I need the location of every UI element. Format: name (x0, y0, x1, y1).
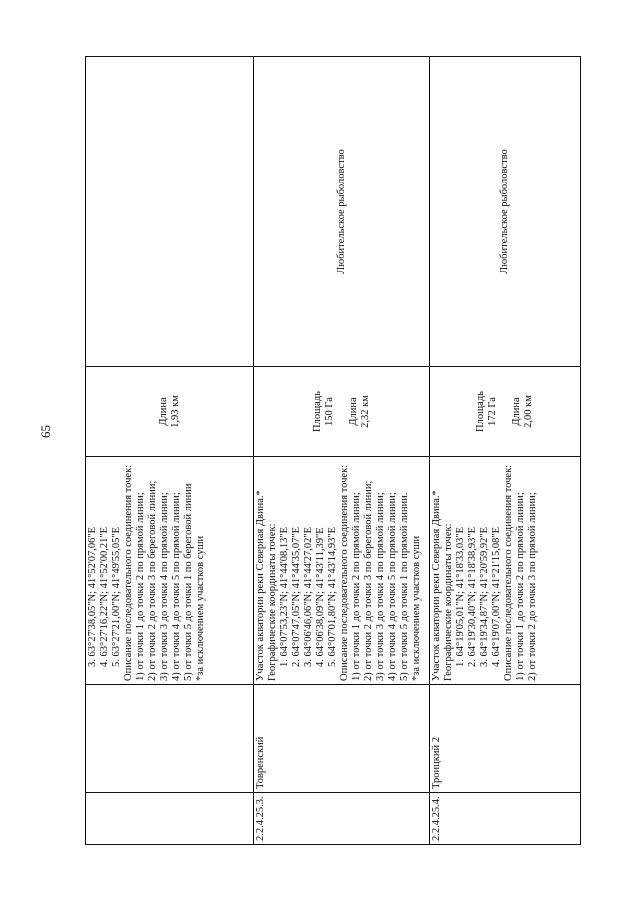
description-line: 3. 64°19'34,87"N; 41°20'59,92"E (479, 526, 490, 667)
area-size-line: Длина (511, 397, 522, 426)
description-line: 4. 64°19'07,00"N; 41°21'15,08"E (491, 526, 502, 667)
description-line: 2. 64°19'30,40"N; 41°18'38,93"E (467, 526, 478, 667)
description-line: Описание последовательного соединения точек: (503, 464, 514, 681)
description-line: 2. 64°07'47,05"N; 41°44'35,07"E (291, 526, 302, 667)
description-line: 2) от точки 2 до точки 3 по береговой линии; (363, 480, 374, 681)
area-size-line: Длина (157, 397, 169, 426)
area-name-cell: Товренский (254, 685, 430, 793)
description-line: 1. 64°07'53,23"N; 41°44'08,13"E (279, 526, 290, 667)
area-size-line: Площадь (311, 391, 323, 432)
description-line: 1) от точки 1 до точки 2 по прямой линии; (135, 492, 146, 681)
description-cell (430, 457, 581, 685)
fishing-areas-table (85, 56, 581, 845)
table-row (254, 57, 430, 845)
table-row (430, 57, 581, 845)
area-size-cell (86, 367, 254, 457)
area-name-cell: Троицкий 2 (430, 685, 581, 793)
area-name-cell (86, 685, 254, 793)
description-line: 3. 63°27'38,05"N; 41°52'07,06"E (87, 526, 98, 667)
usage-type-cell: Любительское рыболовство (254, 57, 430, 367)
row-number-cell: 2.2.4.25.4. (430, 793, 581, 845)
description-line: Описание последовательного соединения точек: (339, 464, 350, 681)
description-cell (254, 457, 430, 685)
description-line: *за исключением участков суши (195, 535, 206, 681)
description-line: 5. 64°07'01,80"N; 41°43'14,93"E (327, 526, 338, 667)
description-line: 5) от точки 5 до точки 1 по прямой линии. (399, 492, 410, 681)
area-size-cell (254, 367, 430, 457)
area-size-line: 2,32 км (359, 395, 371, 428)
description-line: 2) от точки 2 до точки 3 по береговой линии; (147, 480, 158, 681)
description-line: 3. 64°06'46,06"N; 41°44'27,02"E (303, 526, 314, 667)
description-line: Географические координаты точек: (443, 523, 454, 681)
description-line: 1) от точки 1 до точки 2 по прямой линии; (515, 492, 526, 681)
area-size-line: 1,93 км (169, 395, 181, 428)
description-line: Участок акватории реки Северная Двина.* (255, 490, 266, 681)
description-line: 1. 64°19'05,01"N; 41°18'33,03"E (455, 526, 466, 667)
area-size-line: 2,00 км (523, 395, 534, 428)
area-size-line: 150 Га (323, 397, 335, 426)
description-cell (86, 457, 254, 685)
area-size-line: 172 Га (487, 397, 498, 426)
area-size-line (336, 370, 348, 453)
table-row (86, 57, 254, 845)
description-line: 5) от точки 5 до точки 1 по береговой линии (183, 483, 194, 681)
description-line: Географические координаты точек: (267, 523, 278, 681)
usage-type-cell (86, 57, 254, 367)
usage-type-cell: Любительское рыболовство (430, 57, 581, 367)
area-size-line: Площадь (475, 391, 486, 432)
description-line: 2) от точки 2 до точки 3 по прямой линии; (527, 492, 538, 681)
row-number-cell: 2.2.4.25.3. (254, 793, 430, 845)
description-line: 4. 64°06'38,09"N; 41°43'11,39"E (315, 527, 326, 667)
description-line: Участок акватории реки Северная Двина.* (431, 490, 442, 681)
row-number-cell (86, 793, 254, 845)
description-line: 3) от точки 3 до точки 4 по прямой линии; (375, 492, 386, 681)
description-line: 4. 63°27'16,22"N; 41°52'00,21"E (99, 526, 110, 667)
area-size-line: Длина (347, 397, 359, 426)
description-line: *за исключением участков суши (411, 535, 422, 681)
description-line: Описание последовательного соединения точек: (123, 464, 134, 681)
description-line: 3) от точки 3 до точки 4 по прямой линии; (159, 492, 170, 681)
fishing-areas-table-wrapper (85, 57, 580, 845)
page-number: 65 (38, 425, 53, 438)
area-size-line (499, 370, 511, 453)
area-size-cell (430, 367, 581, 457)
description-line: 4) от точки 4 до точки 5 по прямой линии; (171, 492, 182, 681)
description-line: 5. 63°27'21,00"N; 41°49'55,05"E (111, 526, 122, 667)
description-line: 4) от точки 4 до точки 5 по прямой линии; (387, 492, 398, 681)
description-line: 1) от точки 1 до точки 2 по прямой линии; (351, 492, 362, 681)
